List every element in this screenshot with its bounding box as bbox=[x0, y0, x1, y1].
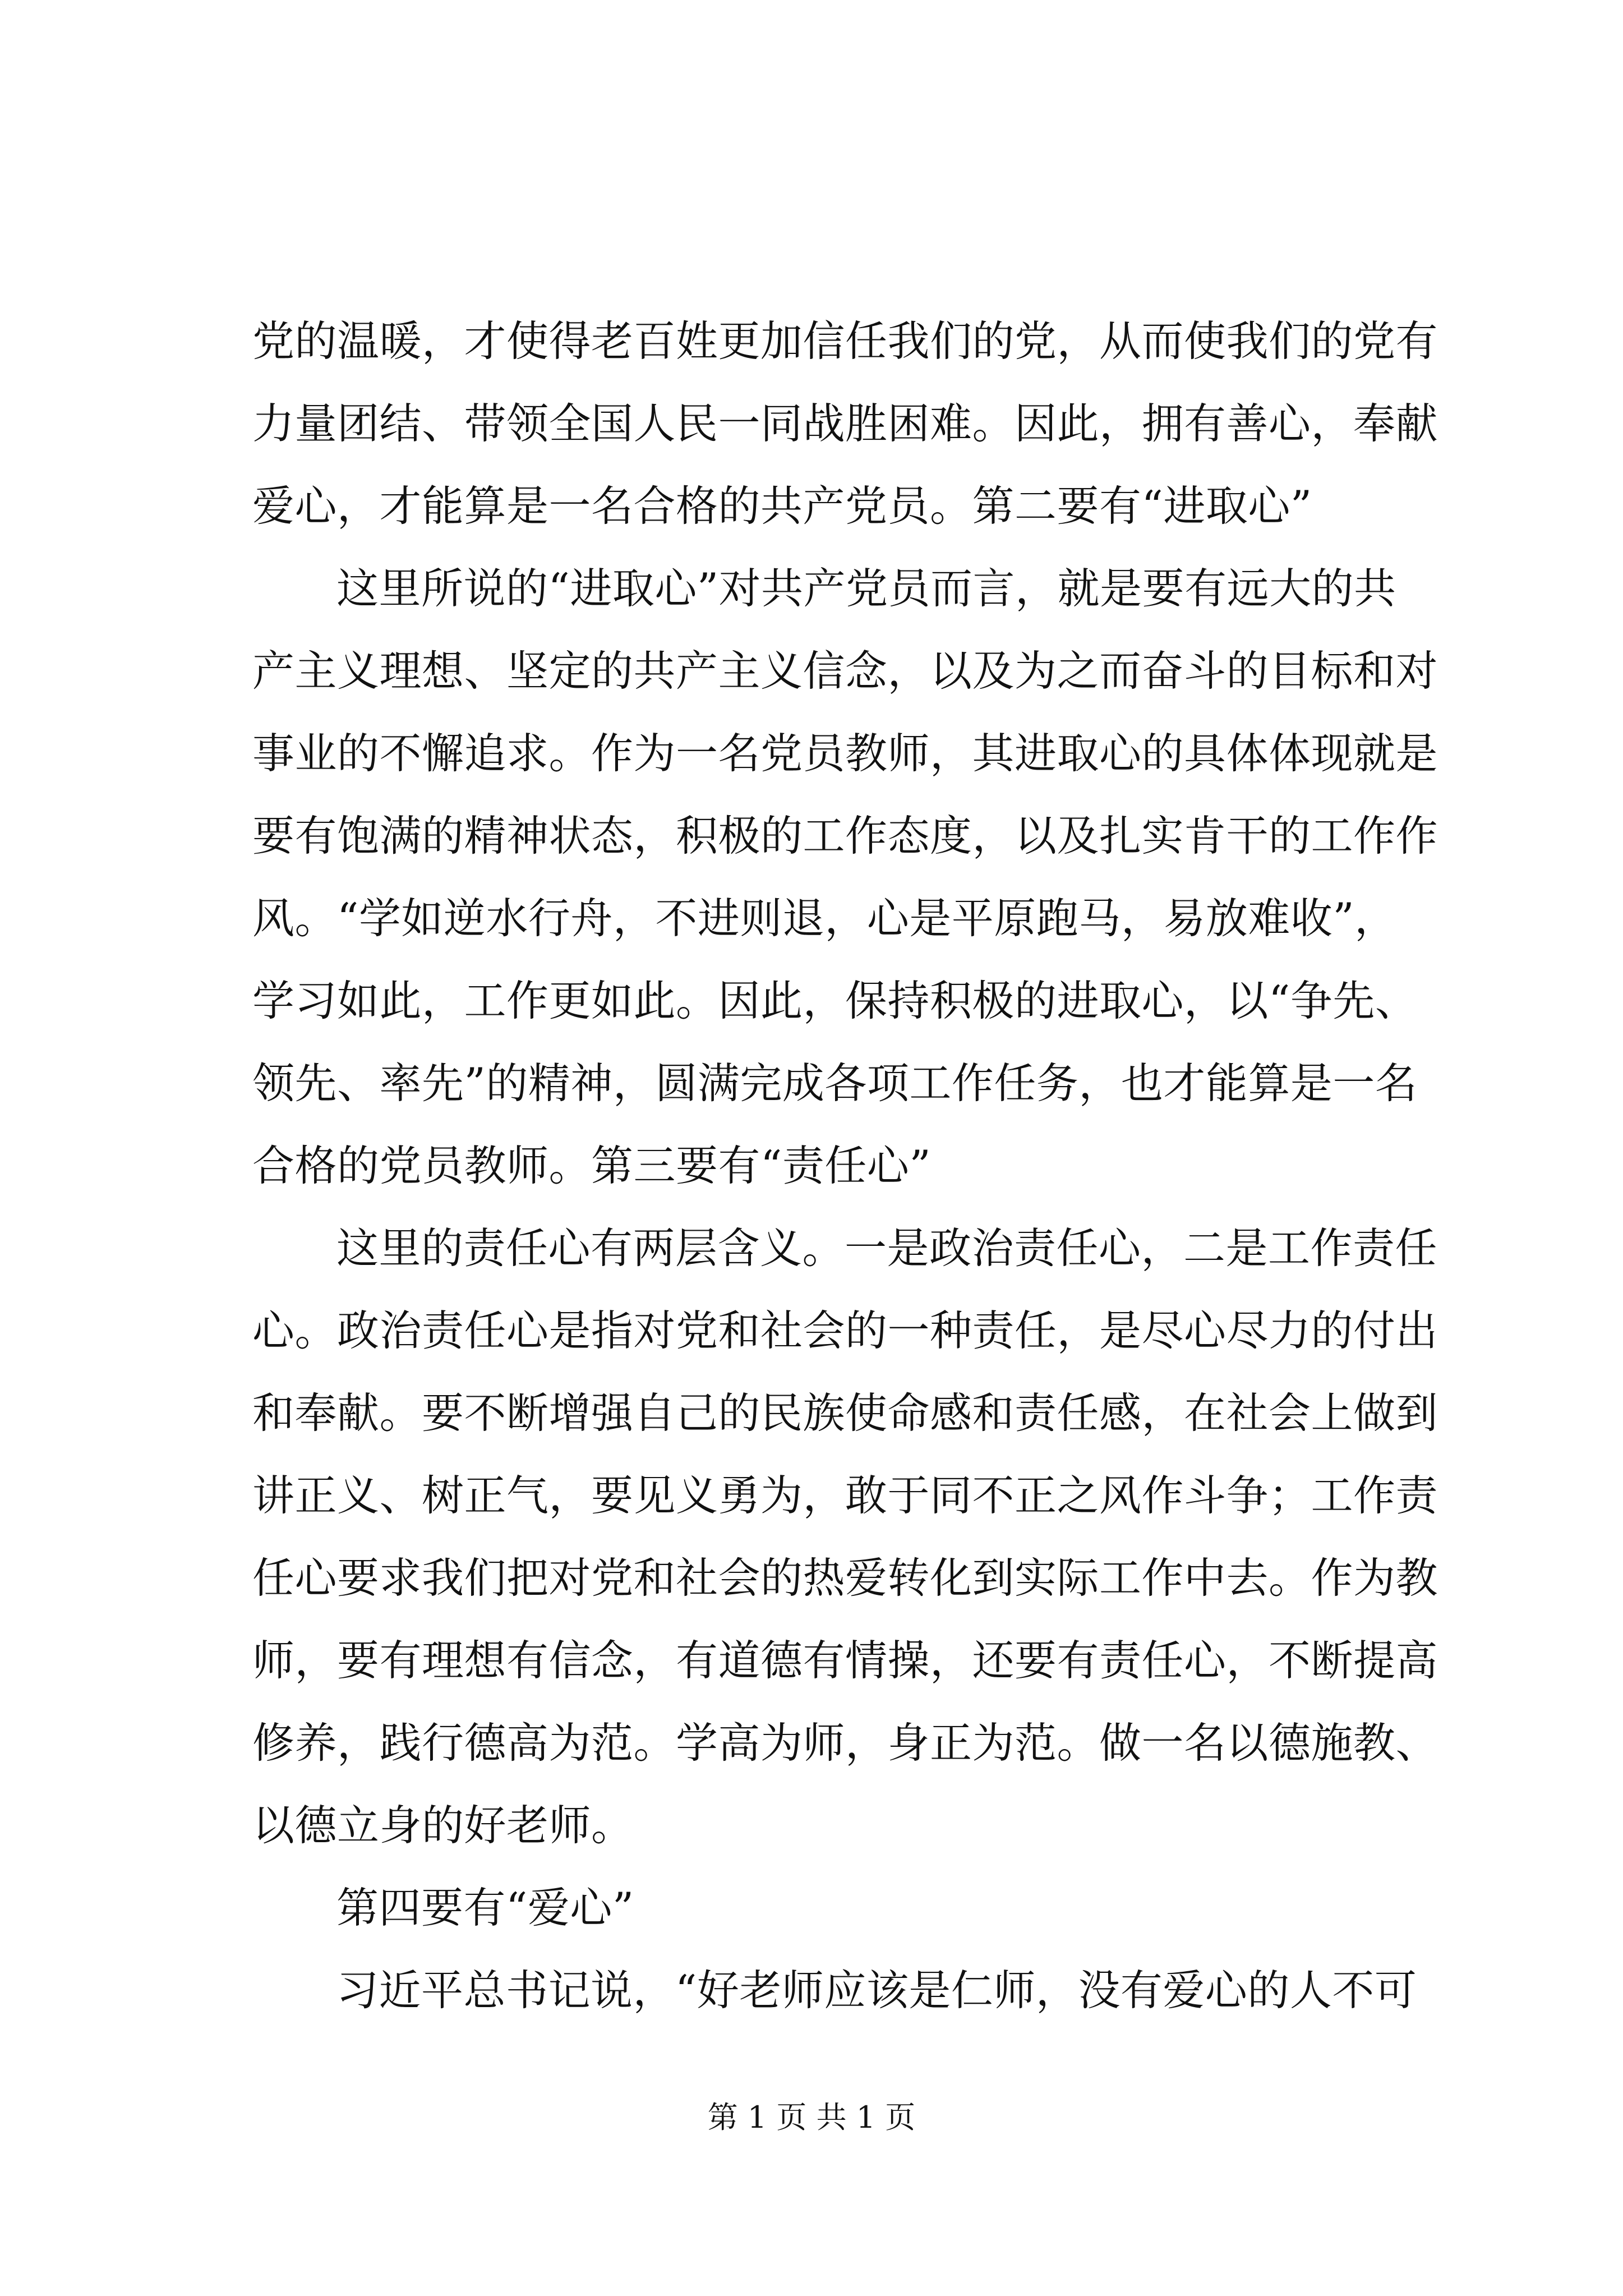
text-line: 力量团结、带领全国人民一同战胜困难。因此，拥有善心，奉献 bbox=[252, 399, 1438, 448]
text-line: 爱心，才能算是一名合格的共产党员。第二要有“进取心” bbox=[252, 481, 1312, 531]
text-line: 合格的党员教师。第三要有“责任心” bbox=[252, 1141, 932, 1190]
text-line: 师，要有理想有信念，有道德有情操，还要有责任心，不断提高 bbox=[252, 1636, 1438, 1685]
text-line: 第四要有“爱心” bbox=[336, 1883, 634, 1932]
document-body bbox=[252, 300, 1438, 2032]
text-line: 修养，践行德高为范。学高为师，身正为范。做一名以德施教、 bbox=[252, 1718, 1438, 1768]
text-line: 党的温暖，才使得老百姓更加信任我们的党，从而使我们的党有 bbox=[252, 316, 1438, 366]
text-line: 这里所说的“进取心”对共产党员而言，就是要有远大的共 bbox=[336, 564, 1396, 613]
text-line: 产主义理想、坚定的共产主义信念，以及为之而奋斗的目标和对 bbox=[252, 646, 1438, 696]
text-line: 风。“学如逆水行舟，不进则退，心是平原跑马，易放难收”， bbox=[252, 894, 1397, 943]
text-line: 这里的责任心有两层含义。一是政治责任心，二是工作责任 bbox=[336, 1223, 1438, 1273]
text-line: 以德立身的好老师。 bbox=[252, 1801, 634, 1850]
text-line: 要有饱满的精神状态，积极的工作态度，以及扎实肯干的工作作 bbox=[252, 811, 1438, 861]
text-line: 领先、率先”的精神，圆满完成各项工作任务，也才能算是一名 bbox=[252, 1059, 1418, 1108]
text-line: 和奉献。要不断增强自己的民族使命感和责任感，在社会上做到 bbox=[252, 1388, 1438, 1438]
text-line: 学习如此，工作更如此。因此，保持积极的进取心，以“争先、 bbox=[252, 976, 1418, 1025]
text-line: 习近平总书记说，“好老师应该是仁师，没有爱心的人不可 bbox=[336, 1966, 1417, 2015]
text-line: 任心要求我们把对党和社会的热爱转化到实际工作中去。作为教 bbox=[252, 1553, 1438, 1603]
text-line: 心。政治责任心是指对党和社会的一种责任，是尽心尽力的付出 bbox=[252, 1306, 1438, 1355]
page-footer: 第 1 页 共 1 页 bbox=[707, 2100, 916, 2135]
text-line: 事业的不懈追求。作为一名党员教师，其进取心的具体体现就是 bbox=[252, 729, 1438, 778]
text-line: 讲正义、树正气，要见义勇为，敢于同不正之风作斗争；工作责 bbox=[252, 1471, 1438, 1520]
